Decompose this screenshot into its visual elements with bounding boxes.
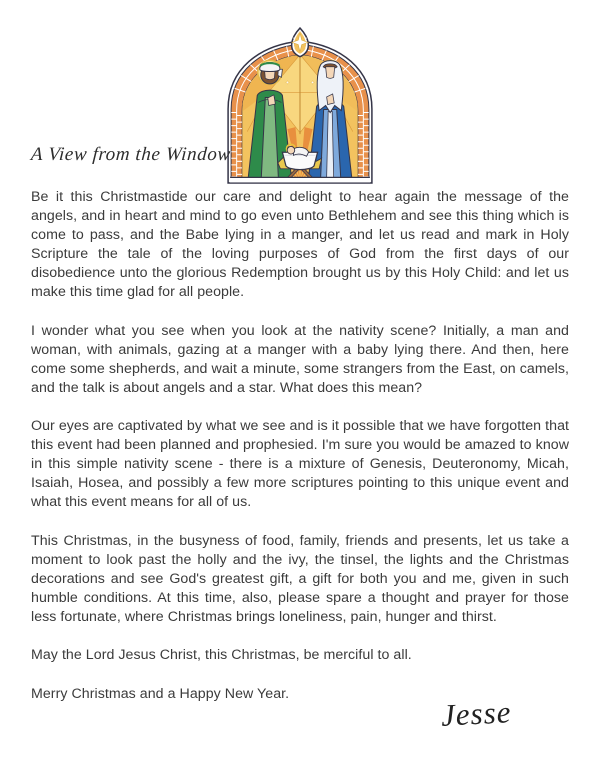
letter-paragraph: Be it this Christmastide our care and delight to hear again the message of the angels, and in heart and mind to go even unto Bethlehem and see this thing which is come to pass, and the Babe lying in a manger, and let us read and mark in Holy Scripture the tale of the loving purposes of God from the first days of our disobedience unto the glorious Redemption brought us by this Holy Child: and let us make this time glad for all people. xyxy=(31,189,569,300)
letter-paragraph: I wonder what you see when you look at the nativity scene? Initially, a man and woman, with animals, gazing at a manger with a baby lying there. And then, here come some shepherds, and wait a minute, some strangers from the East, on camels, and the talk is about angels and a star. What does this mean? xyxy=(31,322,569,396)
window-sill xyxy=(230,177,371,182)
star-of-bethlehem-icon xyxy=(292,28,309,57)
nativity-illustration xyxy=(212,26,388,187)
letter-paragraph: Our eyes are captivated by what we see and is it possible that we have forgotten that this event had been planned and prophesied. I'm sure you would be amazed to know in this simple nativity scene - there is a mixture of Genesis, Deuteronomy, Micah, Isaiah, Hosea, and possibly a few more scriptures pointing to this unique event and what this event means for all of us. xyxy=(31,418,569,510)
letter-body xyxy=(31,188,569,704)
letter-paragraph: This Christmas, in the busyness of food, family, friends and presents, let us take a moment to look past the holly and the ivy, the tinsel, the lights and the Christmas decorations and see God's greatest gift, a gift for both you and me, given in such humble conditions. At this time, also, please spare a thought and prayer for those less fortunate, where Christmas brings loneliness, pain, hunger and thirst. xyxy=(31,532,569,625)
letter-paragraph: Merry Christmas and a Happy New Year. xyxy=(31,685,290,702)
letter-title: A View from the Window xyxy=(30,144,232,165)
nativity-stained-glass-icon xyxy=(212,26,388,187)
signature: Jesse xyxy=(440,694,513,733)
letter-paragraph: May the Lord Jesus Christ, this Christmas, be merciful to all. xyxy=(31,647,412,663)
